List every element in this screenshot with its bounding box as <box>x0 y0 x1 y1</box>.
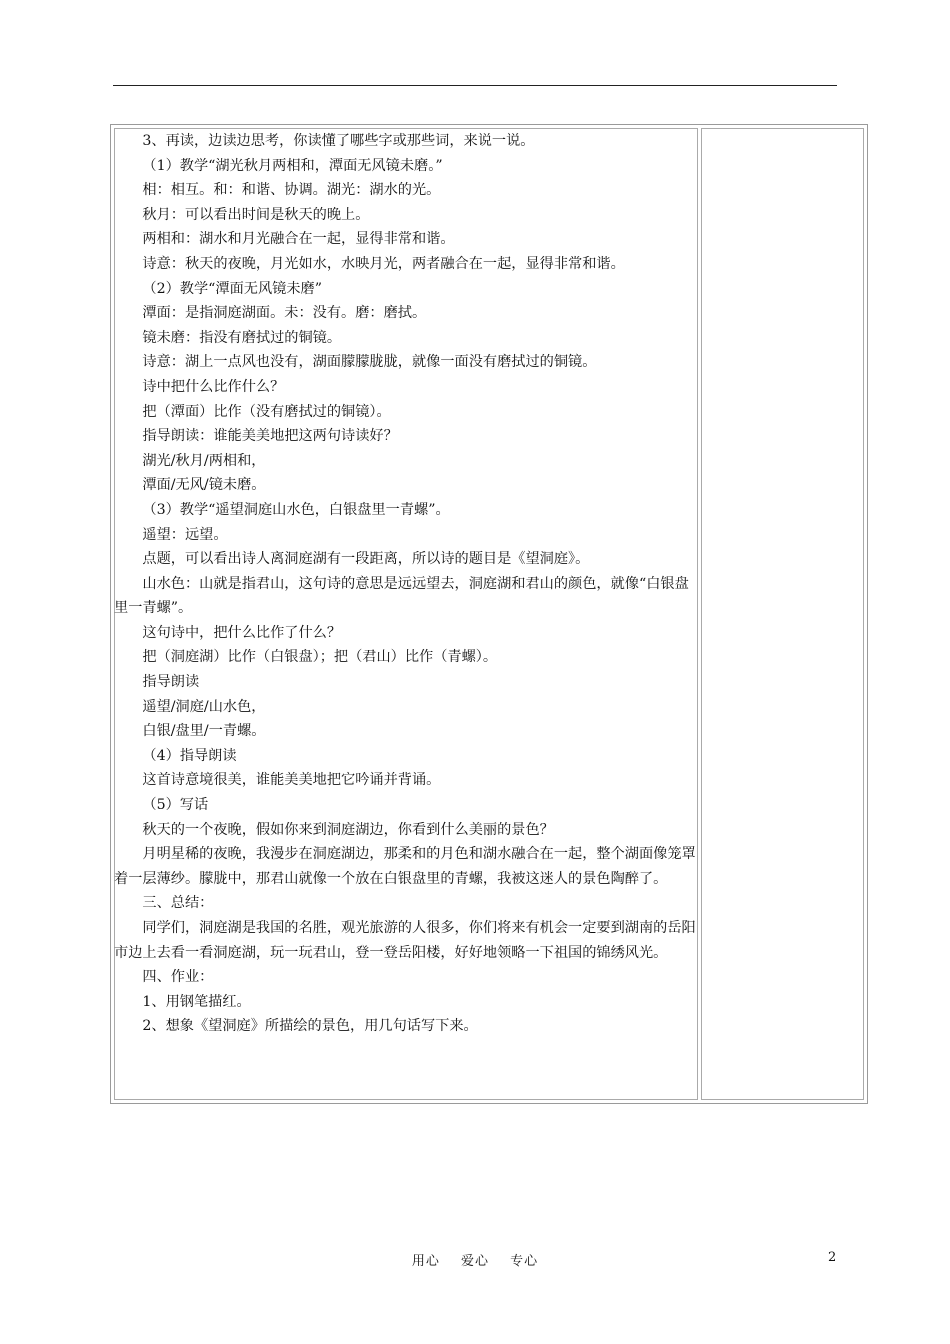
paragraph: 指导朗读 <box>142 674 200 691</box>
paragraph: 同学们，洞庭湖是我国的名胜，观光旅游的人很多，你们将来有机会一定要到湖南的岳阳市边上去看一看洞庭湖，玩一玩君山，登一登岳阳楼，好好地领略一下祖国的锦绣风光。 <box>114 920 696 961</box>
paragraph: （3）教学“遥望洞庭山水色，白银盘里一青螺”。 <box>142 501 450 518</box>
paragraph: 镜未磨：指没有磨拭过的铜镜。 <box>142 329 342 346</box>
notes-cell <box>701 128 864 1100</box>
paragraph: 3、再读，边读边思考，你读懂了哪些字或那些词，来说一说。 <box>142 133 535 149</box>
paragraph: 月明星稀的夜晚，我漫步在洞庭湖边，那柔和的月色和湖水融合在一起，整个湖面像笼罩着一层薄纱。朦胧中，那君山就像一个放在白银盘里的青螺，我被这迷人的景色陶醉了。 <box>114 846 696 887</box>
paragraph: （4）指导朗读 <box>142 747 237 764</box>
paragraph: 山水色：山就是指君山，这句诗的意思是远远望去，洞庭湖和君山的颜色，就像“白银盘里一青螺”。 <box>114 575 689 617</box>
paragraph: 把（洞庭湖）比作（白银盘）；把（君山）比作（青螺）。 <box>142 649 498 666</box>
paragraph: 把（潭面）比作（没有磨拭过的铜镜）。 <box>142 403 391 420</box>
paragraph: 三、总结： <box>142 895 214 912</box>
paragraph: （1）教学“湖光秋月两相和，潭面无风镜未磨。” <box>142 157 443 174</box>
paragraph: 潭面/无风/镜未磨。 <box>142 477 266 494</box>
paragraph: 诗意：湖上一点风也没有，湖面朦朦胧胧，就像一面没有磨拭过的铜镜。 <box>142 354 597 371</box>
paragraph: 遥望/洞庭/山水色， <box>142 698 266 715</box>
paragraph: 诗中把什么比作什么？ <box>142 378 285 395</box>
paragraph: 这句诗中，把什么比作了什么？ <box>142 624 342 641</box>
paragraph: 两相和：湖水和月光融合在一起，显得非常和谐。 <box>142 231 455 248</box>
paragraph: 潭面：是指洞庭湖面。未：没有。磨：磨拭。 <box>142 305 427 322</box>
paragraph: 这首诗意境很美，谁能美美地把它吟诵并背诵。 <box>142 772 441 789</box>
paragraph: 2、想象《望洞庭》所描绘的景色，用几句话写下来。 <box>142 1018 478 1035</box>
paragraph: 指导朗读：谁能美美地把这两句诗读好？ <box>142 428 398 445</box>
footer-word: 爱心 <box>460 1254 489 1269</box>
paragraph: 秋月：可以看出时间是秋天的晚上。 <box>142 206 370 223</box>
paragraph: 诗意：秋天的夜晚，月光如水，水映月光，两者融合在一起，显得非常和谐。 <box>142 255 625 272</box>
footer-word: 用心 <box>411 1254 440 1269</box>
page-number: 2 <box>828 1250 837 1265</box>
footer-word: 专心 <box>510 1254 539 1269</box>
header-rule <box>113 85 837 86</box>
paragraph: 白银/盘里/一青螺。 <box>142 723 266 740</box>
paragraph: （2）教学“潭面无风镜未磨” <box>142 280 322 297</box>
paragraph: 秋天的一个夜晚，假如你来到洞庭湖边，你看到什么美丽的景色？ <box>142 821 554 838</box>
paragraph: 湖光/秋月/两相和， <box>142 452 266 469</box>
paragraph: 四、作业： <box>142 969 214 986</box>
paragraph: 点题，可以看出诗人离洞庭湖有一段距离，所以诗的题目是《望洞庭》。 <box>142 551 590 568</box>
paragraph: 遥望：远望。 <box>142 526 228 543</box>
paragraph: （5）写话 <box>142 797 209 814</box>
paragraph: 相：相互。和：和谐、协调。湖光：湖水的光。 <box>142 182 441 199</box>
footer-motto <box>0 1250 950 1269</box>
paragraph: 1、用钢笔描红。 <box>142 993 251 1010</box>
lesson-content <box>114 129 699 1039</box>
